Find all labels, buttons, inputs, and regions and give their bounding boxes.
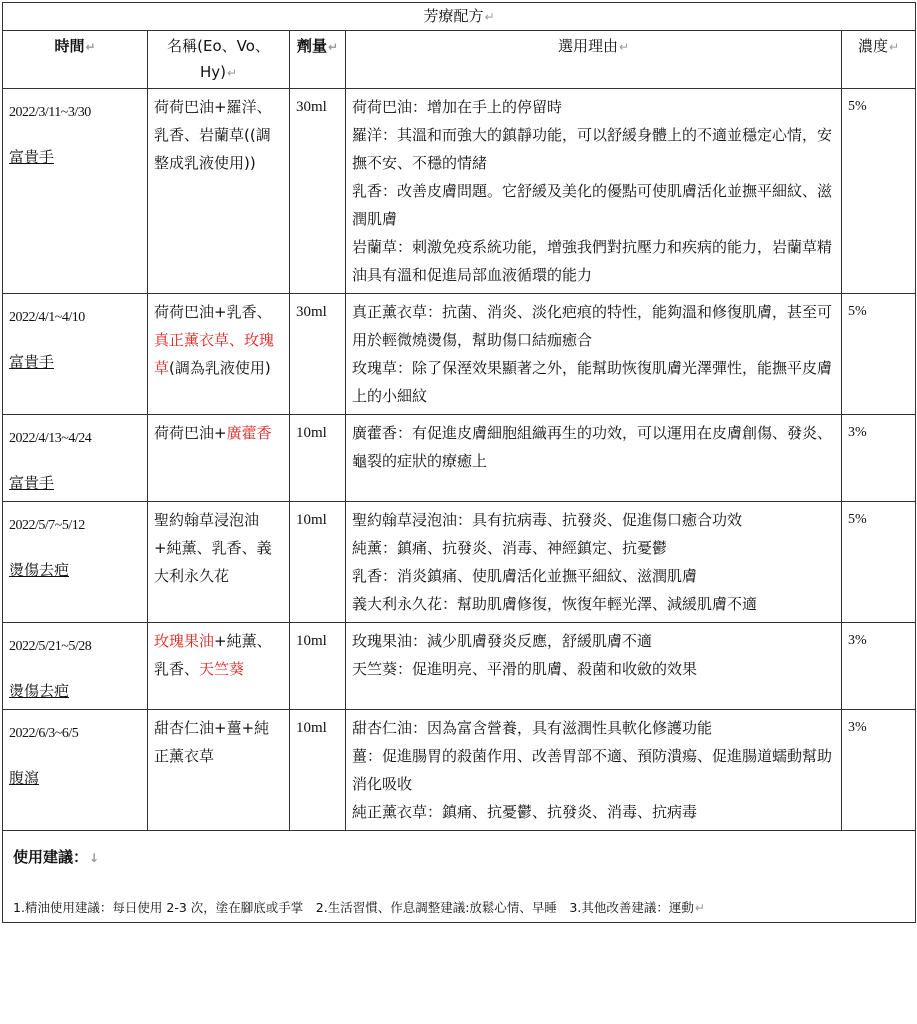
- advice-cell: [3, 831, 916, 923]
- reason-line: 玫瑰草：除了保溼效果顯著之外，能幫助恢復肌膚光澤彈性，能撫平皮膚上的小細紋: [352, 359, 833, 405]
- reason-line: 荷荷巴油：增加在手上的停留時: [352, 98, 563, 116]
- concentration-cell: 3%: [842, 415, 916, 502]
- time-cell: [3, 623, 148, 710]
- reason-cell: [346, 294, 842, 415]
- date-range: 2022/6/3~6/5: [9, 726, 79, 741]
- dose-cell: 30ml: [290, 89, 346, 294]
- table-row: [3, 502, 916, 623]
- reason-line: 岩蘭草：刺激免疫系統功能，增強我們對抗壓力和疾病的能力，岩蘭草精油具有溫和促進局部血液循環的能力: [352, 238, 833, 284]
- purpose: 富貴手: [9, 474, 55, 492]
- name-part: ((調整成乳液使用)): [154, 126, 271, 172]
- reason-cell: [346, 623, 842, 710]
- table-title: 芳療配方↵: [3, 3, 916, 31]
- reason-line: 羅洋：其溫和而強大的鎮靜功能，可以舒緩身體上的不適並穩定心情，安撫不安、不穩的情緒: [352, 126, 833, 172]
- name-part: 甜杏仁油+薑+純正薰衣草: [154, 719, 270, 765]
- advice-row: [3, 831, 916, 923]
- dose-cell: 10ml: [290, 502, 346, 623]
- name-cell: [148, 415, 290, 502]
- title-row: [3, 3, 916, 31]
- date-range: 2022/3/11~3/30: [9, 105, 91, 120]
- reason-cell: [346, 710, 842, 831]
- header-concentration: 濃度↵: [842, 31, 916, 89]
- time-cell: [3, 415, 148, 502]
- date-range: 2022/4/13~4/24: [9, 431, 92, 446]
- dose-cell: 10ml: [290, 710, 346, 831]
- recipe-rows: [3, 89, 916, 831]
- purpose: 腹瀉: [9, 769, 40, 787]
- purpose: 燙傷去疤: [9, 561, 70, 579]
- concentration-cell: 5%: [842, 294, 916, 415]
- dose-cell: 30ml: [290, 294, 346, 415]
- name-part: 荷荷巴油+乳香、: [154, 303, 272, 321]
- name-part: (調為乳液使用): [169, 359, 271, 377]
- table-row: [3, 710, 916, 831]
- table-row: [3, 623, 916, 710]
- reason-line: 純正薰衣草：鎮痛、抗憂鬱、抗發炎、消毒、抗病毒: [352, 803, 698, 821]
- time-cell: [3, 710, 148, 831]
- time-cell: [3, 502, 148, 623]
- dose-cell: 10ml: [290, 415, 346, 502]
- aromatherapy-table: [2, 2, 916, 923]
- header-reason: 選用理由↵: [346, 31, 842, 89]
- name-part-added: 廣藿香: [226, 424, 272, 442]
- name-cell: [148, 502, 290, 623]
- purpose: 燙傷去疤: [9, 682, 70, 700]
- header-row: [3, 31, 916, 89]
- dose-cell: 10ml: [290, 623, 346, 710]
- concentration-cell: 5%: [842, 89, 916, 294]
- name-part-added: 真正薰衣草、玫瑰草: [154, 331, 275, 377]
- reason-line: 天竺葵：促進明亮、平滑的肌膚、殺菌和收斂的效果: [352, 660, 698, 678]
- reason-cell: [346, 89, 842, 294]
- reason-cell: [346, 415, 842, 502]
- reason-line: 廣藿香：有促進皮膚細胞組織再生的功效，可以運用在皮膚創傷、發炎、龜裂的症狀的療癒上: [352, 424, 833, 470]
- concentration-cell: 3%: [842, 710, 916, 831]
- name-part: +純薰、乳香、: [154, 632, 272, 678]
- reason-line: 純薰：鎮痛、抗發炎、消毒、神經鎮定、抗憂鬱: [352, 539, 668, 557]
- name-cell: [148, 623, 290, 710]
- reason-cell: [346, 502, 842, 623]
- time-cell: [3, 89, 148, 294]
- purpose: 富貴手: [9, 353, 55, 371]
- reason-line: 義大利永久花：幫助肌膚修復，恢復年輕光澤、減緩肌膚不適: [352, 595, 758, 613]
- date-range: 2022/5/7~5/12: [9, 518, 85, 533]
- name-part: 荷荷巴油+羅洋、乳香、岩蘭草: [154, 98, 272, 144]
- advice-text: 1.精油使用建議：每日使用 2-3 次，塗在腳底或手掌 2.生活習慣、作息調整建議:放鬆心情、早睡 3.其他改善建議：運動↵: [13, 900, 705, 915]
- header-name: 名稱(Eo、Vo、Hy)↵: [148, 31, 290, 89]
- header-time: 時間↵: [3, 31, 148, 89]
- table-row: [3, 294, 916, 415]
- reason-line: 甜杏仁油：因為富含營養，具有滋潤性具軟化修護功能: [352, 719, 713, 737]
- header-dose: 劑量↵: [290, 31, 346, 89]
- date-range: 2022/5/21~5/28: [9, 639, 92, 654]
- reason-line: 乳香：改善皮膚問題。它舒緩及美化的優點可使肌膚活化並撫平細紋、滋潤肌膚: [352, 182, 833, 228]
- name-cell: [148, 294, 290, 415]
- name-part: 荷荷巴油+: [154, 424, 227, 442]
- name-part: 聖約翰草浸泡油+純薰、乳香、義大利永久花: [154, 511, 272, 585]
- table-row: [3, 89, 916, 294]
- reason-line: 薑：促進腸胃的殺菌作用、改善胃部不適、預防潰瘍、促進腸道蠕動幫助消化吸收: [352, 747, 833, 793]
- name-part-added: 天竺葵: [199, 660, 245, 678]
- name-part-added: 玫瑰果油: [154, 632, 215, 650]
- name-cell: [148, 710, 290, 831]
- concentration-cell: 5%: [842, 502, 916, 623]
- name-cell: [148, 89, 290, 294]
- reason-line: 玫瑰果油：減少肌膚發炎反應，舒緩肌膚不適: [352, 632, 653, 650]
- purpose: 富貴手: [9, 148, 55, 166]
- date-range: 2022/4/1~4/10: [9, 310, 85, 325]
- table-row: [3, 415, 916, 502]
- time-cell: [3, 294, 148, 415]
- reason-line: 乳香：消炎鎮痛、使肌膚活化並撫平細紋、滋潤肌膚: [352, 567, 698, 585]
- concentration-cell: 3%: [842, 623, 916, 710]
- reason-line: 真正薰衣草：抗菌、消炎、淡化疤痕的特性，能夠溫和修復肌膚，甚至可用於輕微燒燙傷，幫助傷口結痂癒合: [352, 303, 833, 349]
- reason-line: 聖約翰草浸泡油：具有抗病毒、抗發炎、促進傷口癒合功效: [352, 511, 743, 529]
- advice-title: 使用建議：↓: [13, 848, 100, 866]
